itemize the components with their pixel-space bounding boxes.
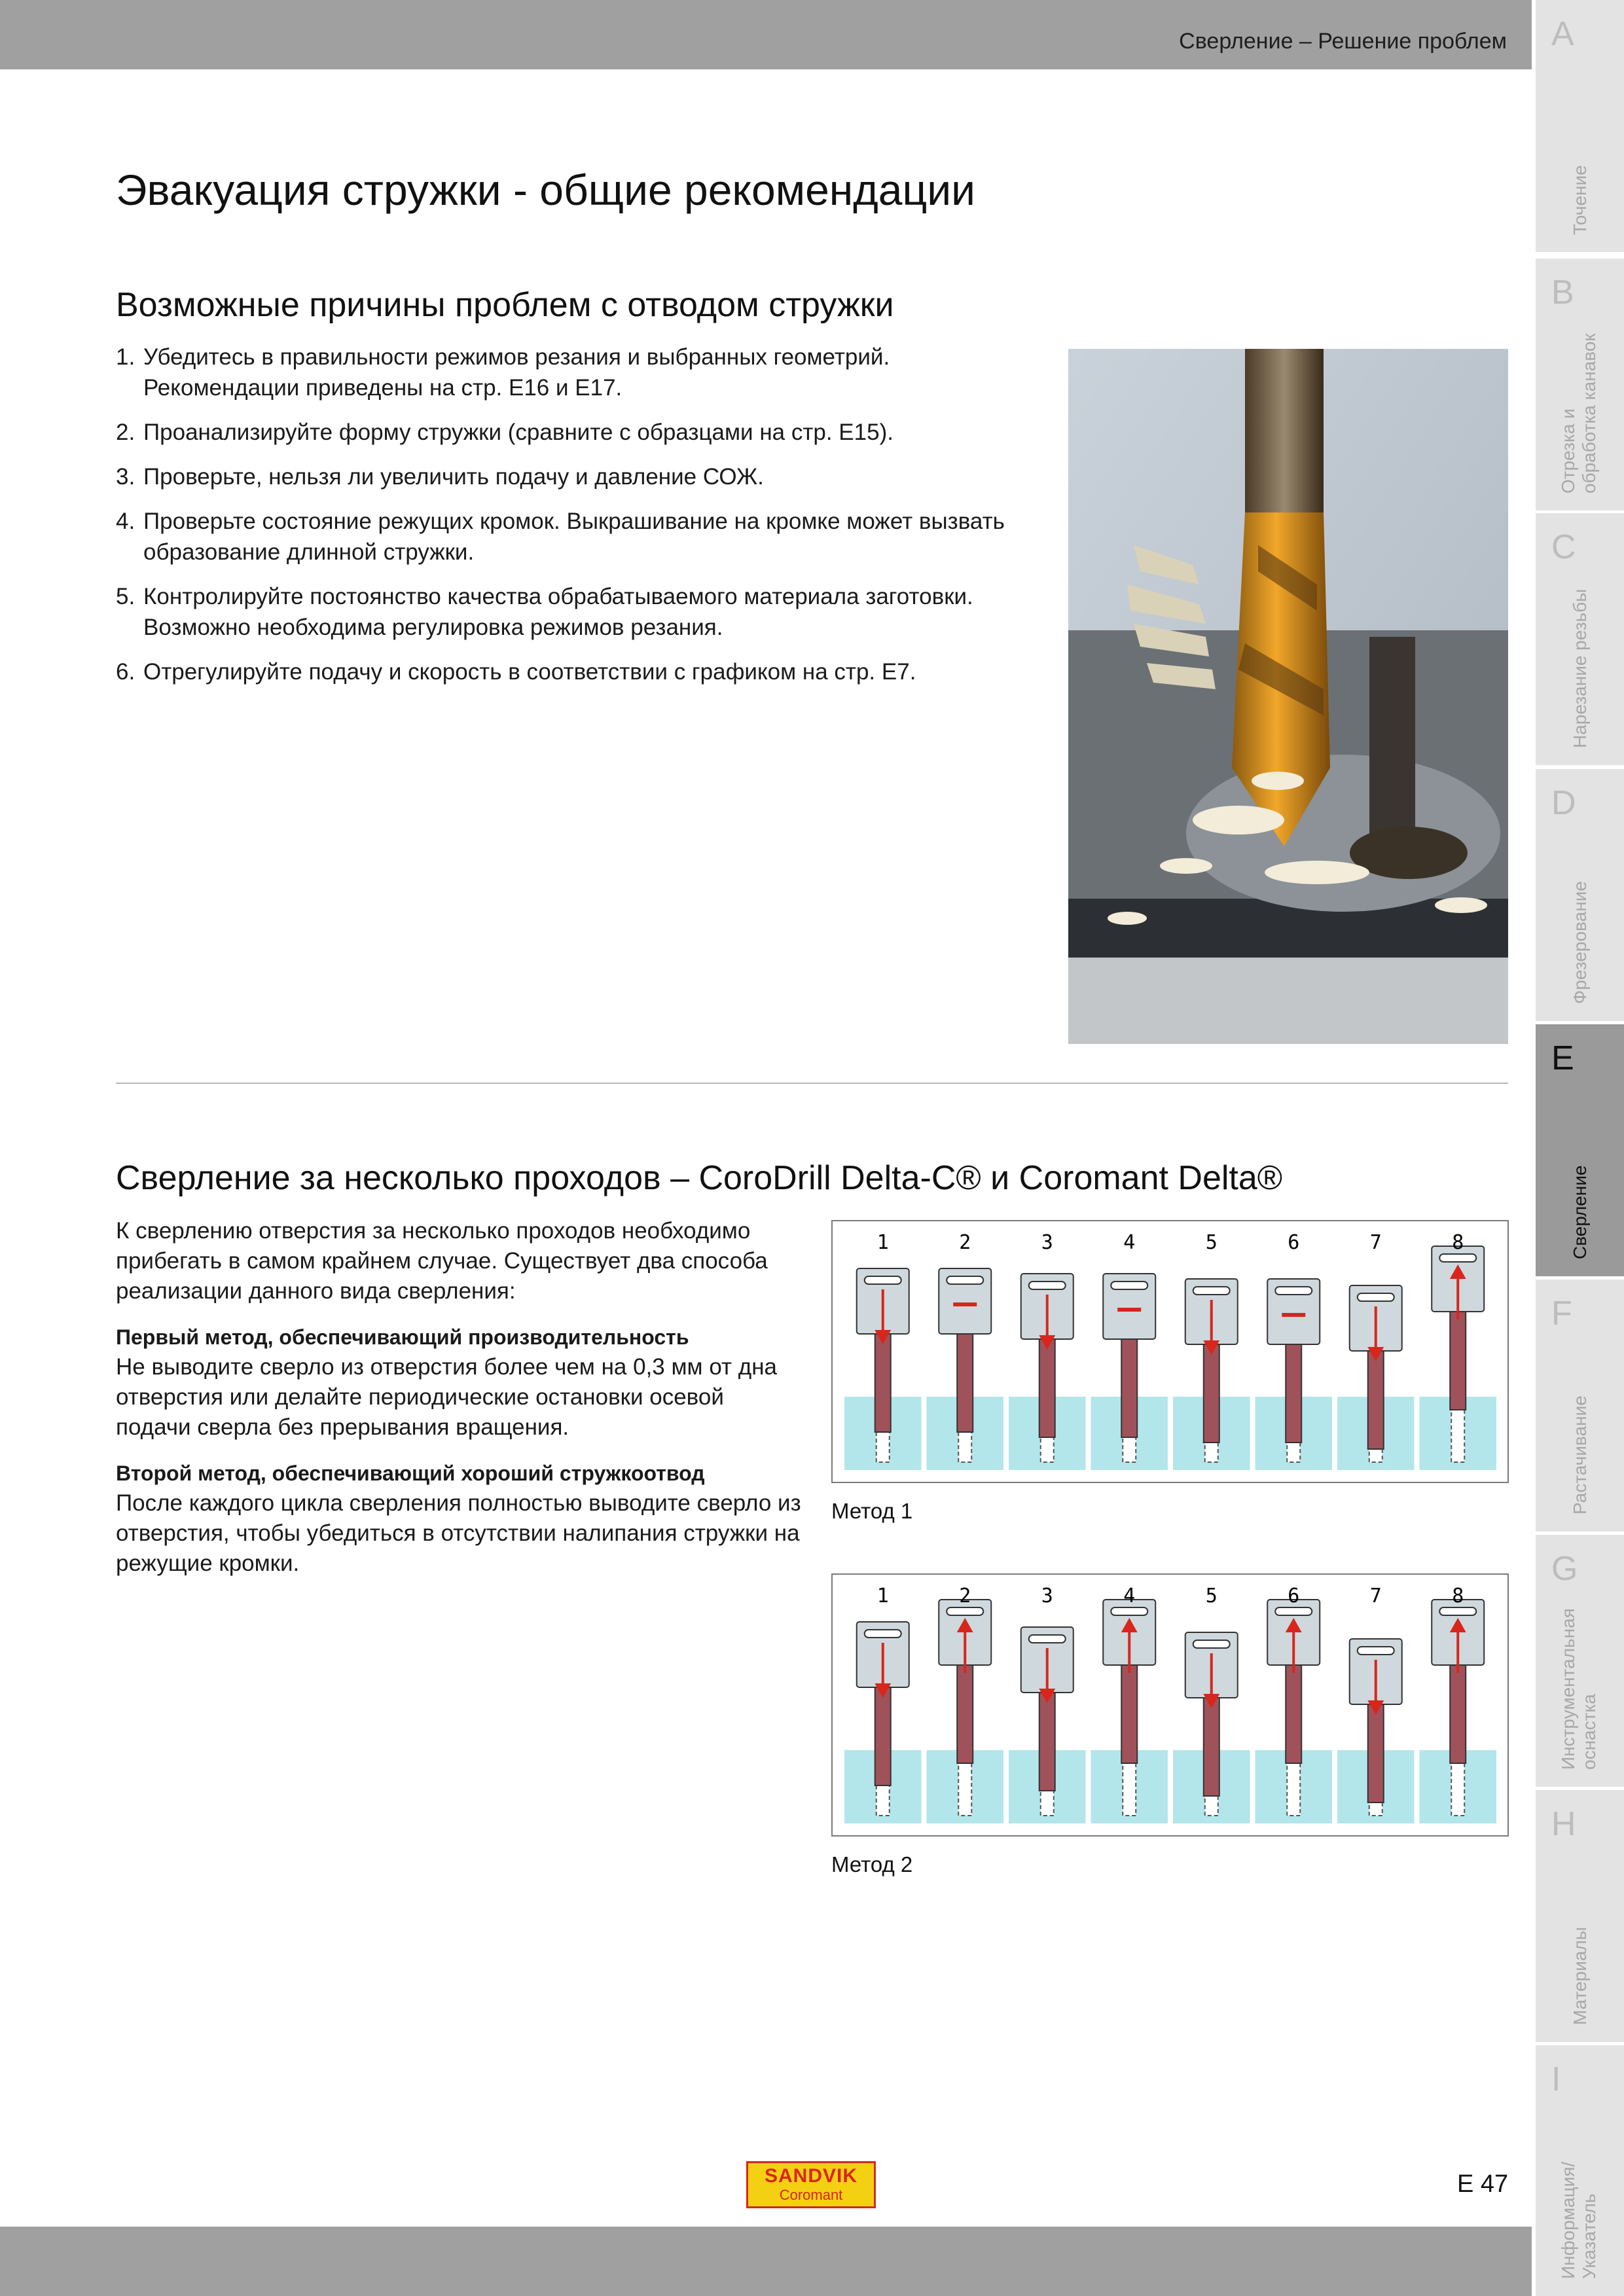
- step-number: 7: [1369, 1585, 1382, 1607]
- method2-text: После каждого цикла сверления полностью выводите сверло из отверстия, чтобы убедиться в отсутствии налипания стружки на режущие кромки.: [116, 1490, 801, 1576]
- drill: [1039, 1693, 1055, 1791]
- drill: [1286, 1344, 1301, 1443]
- step-number: 8: [1452, 1231, 1464, 1254]
- holder-slot: [1275, 1607, 1312, 1615]
- causes-heading: Возможные причины проблем с отводом стружки: [116, 286, 894, 324]
- drill: [957, 1334, 973, 1432]
- drilling-photo: [1068, 349, 1508, 1044]
- sidebar-tab-f[interactable]: F Растачивание: [1536, 1280, 1624, 1532]
- method2-heading: Второй метод, обеспечивающий хороший стружкоотвод: [116, 1462, 705, 1485]
- drill: [1204, 1698, 1219, 1796]
- tab-letter: G: [1551, 1550, 1578, 1588]
- drilling-steps: [833, 1575, 1507, 1835]
- method1-diagram: [831, 1220, 1509, 1483]
- sandvik-logo: [746, 2161, 876, 2208]
- cause-number: 2.: [116, 420, 135, 445]
- multi-pass-text: [116, 1216, 803, 1594]
- cause-number: 4.: [116, 509, 135, 534]
- step-number: 8: [1452, 1585, 1464, 1607]
- step-number: 1: [876, 1231, 889, 1254]
- intro-paragraph: К сверлению отверстия за несколько проходов необходимо прибегать в самом крайнем случае. Существует два способа реализации данного вида сверления:: [116, 1218, 768, 1304]
- cause-text: Проверьте, нельзя ли увеличить подачу и давление СОЖ.: [143, 464, 764, 490]
- holder-slot: [1111, 1282, 1147, 1289]
- causes-list: [116, 342, 1019, 701]
- drill: [1368, 1704, 1384, 1803]
- drill: [957, 1665, 973, 1763]
- footer-bar: [0, 2227, 1532, 2296]
- drill: [1039, 1339, 1055, 1437]
- cause-number: 3.: [116, 464, 135, 490]
- holder-slot: [1193, 1287, 1230, 1295]
- sidebar-tab-a[interactable]: A Точение: [1536, 0, 1624, 252]
- step-number: 7: [1369, 1231, 1382, 1254]
- sidebar-tab-g[interactable]: G Инструментальная оснастка: [1536, 1535, 1624, 1787]
- step-4: [1091, 1585, 1168, 1823]
- cause-item: [116, 581, 1019, 643]
- holder-slot: [1358, 1647, 1394, 1655]
- holder-slot: [1111, 1607, 1147, 1615]
- logo-line1: SANDVIK: [764, 2165, 857, 2187]
- tab-letter: C: [1551, 528, 1576, 566]
- step-8: [1420, 1585, 1497, 1823]
- holder-slot: [1439, 1607, 1476, 1615]
- drill: [1450, 1665, 1466, 1763]
- holder-slot: [1358, 1293, 1394, 1301]
- page-number: E 47: [1457, 2170, 1509, 2198]
- drilling-steps: [833, 1221, 1507, 1482]
- cause-text: Проанализируйте форму стружки (сравните с образцами на стр. E15).: [143, 420, 893, 445]
- drill: [1121, 1665, 1137, 1763]
- cause-item: [116, 506, 1019, 567]
- tab-letter: I: [1551, 2060, 1561, 2098]
- step-number: 6: [1288, 1231, 1300, 1254]
- holder-slot: [1193, 1640, 1230, 1648]
- holder-slot: [865, 1630, 901, 1638]
- sidebar-tab-b[interactable]: B Отрезка и обработка канавок: [1536, 259, 1624, 511]
- holder-slot: [1439, 1254, 1476, 1262]
- tab-letter: D: [1551, 784, 1576, 822]
- cause-item: [116, 417, 1019, 448]
- step-1: [844, 1231, 922, 1470]
- logo-line2: Coromant: [779, 2187, 843, 2203]
- holder-slot: [1275, 1287, 1312, 1295]
- sidebar-tab-c[interactable]: C Нарезание резьбы: [1536, 513, 1624, 765]
- holder-slot: [1029, 1635, 1066, 1643]
- step-number: 4: [1123, 1231, 1136, 1254]
- stop-mark: [953, 1302, 977, 1306]
- drill: [875, 1687, 891, 1785]
- drill: [1368, 1351, 1384, 1449]
- step-5: [1173, 1585, 1250, 1823]
- holder-slot: [947, 1276, 983, 1284]
- step-number: 3: [1041, 1231, 1053, 1254]
- tab-letter: E: [1551, 1039, 1574, 1077]
- holder-slot: [1029, 1282, 1066, 1289]
- tab-letter: F: [1551, 1295, 1572, 1333]
- cause-text: Убедитесь в правильности режимов резания и выбранных геометрий. Рекомендации приведены на стр. E16 и E17.: [143, 344, 890, 401]
- drill: [1450, 1312, 1466, 1410]
- step-8: [1420, 1231, 1497, 1470]
- method2-diagram: [831, 1573, 1509, 1837]
- section-tabs: [1536, 0, 1624, 2296]
- step-6: [1255, 1231, 1333, 1470]
- drill: [1121, 1339, 1137, 1437]
- step-number: 2: [959, 1231, 971, 1254]
- tab-letter: H: [1551, 1805, 1576, 1843]
- sidebar-tab-i[interactable]: I Информация/ Указатель: [1536, 2045, 1624, 2296]
- step-number: 2: [959, 1585, 971, 1607]
- sidebar-tab-h[interactable]: H Материалы: [1536, 1790, 1624, 2042]
- drill: [1204, 1344, 1219, 1443]
- stop-mark: [1117, 1308, 1141, 1312]
- step-number: 5: [1205, 1231, 1218, 1254]
- cause-number: 1.: [116, 344, 135, 370]
- cause-item: [116, 656, 1019, 687]
- method1-heading: Первый метод, обеспечивающий производительность: [116, 1325, 689, 1349]
- step-3: [1009, 1231, 1086, 1470]
- step-3: [1009, 1585, 1086, 1823]
- header-bar: [0, 0, 1532, 69]
- section-title: Сверление – Решение проблем: [1179, 29, 1507, 54]
- tab-letter: A: [1551, 15, 1574, 53]
- step-7: [1337, 1585, 1415, 1823]
- step-number: 5: [1205, 1585, 1218, 1607]
- multi-pass-heading: Сверление за несколько проходов – CoroDrill Delta-C® и Coromant Delta®: [116, 1159, 1283, 1197]
- cause-number: 5.: [116, 584, 135, 609]
- sidebar-tab-e[interactable]: E Сверление: [1536, 1024, 1624, 1276]
- step-1: [844, 1585, 922, 1823]
- stop-mark: [1282, 1313, 1305, 1317]
- cause-text: Контролируйте постоянство качества обрабатываемого материала заготовки. Возможно необходима регулировка режимов резания.: [143, 584, 973, 640]
- cause-number: 6.: [116, 659, 135, 685]
- method2-caption: Метод 2: [831, 1852, 913, 1876]
- page-title: Эвакуация стружки - общие рекомендации: [116, 166, 976, 214]
- step-2: [927, 1231, 1004, 1470]
- section-divider: [116, 1083, 1508, 1084]
- step-4: [1091, 1231, 1168, 1470]
- method1-text: Не выводите сверло из отверстия более чем на 0,3 мм от дна отверстия или делайте периодические остановки осевой подачи сверла без прерывания вращения.: [116, 1354, 778, 1440]
- holder-slot: [865, 1276, 901, 1284]
- step-5: [1173, 1231, 1250, 1470]
- sidebar-tab-d[interactable]: D Фрезерование: [1536, 769, 1624, 1021]
- step-number: 4: [1123, 1585, 1136, 1607]
- method1-caption: Метод 1: [831, 1499, 913, 1523]
- step-7: [1337, 1231, 1415, 1470]
- tab-letter: B: [1551, 274, 1574, 312]
- drill: [875, 1334, 891, 1432]
- step-number: 6: [1288, 1585, 1300, 1607]
- drill: [1286, 1665, 1301, 1763]
- step-number: 3: [1041, 1585, 1053, 1607]
- cause-text: Проверьте состояние режущих кромок. Выкрашивание на кромке может вызвать образование длинной стружки.: [143, 509, 1005, 565]
- step-number: 1: [876, 1585, 889, 1607]
- cause-item: [116, 461, 1019, 492]
- step-2: [927, 1585, 1004, 1823]
- cause-item: [116, 342, 1019, 403]
- cause-text: Отрегулируйте подачу и скорость в соответствии с графиком на стр. E7.: [143, 659, 916, 685]
- step-6: [1255, 1585, 1333, 1823]
- holder-slot: [947, 1607, 983, 1615]
